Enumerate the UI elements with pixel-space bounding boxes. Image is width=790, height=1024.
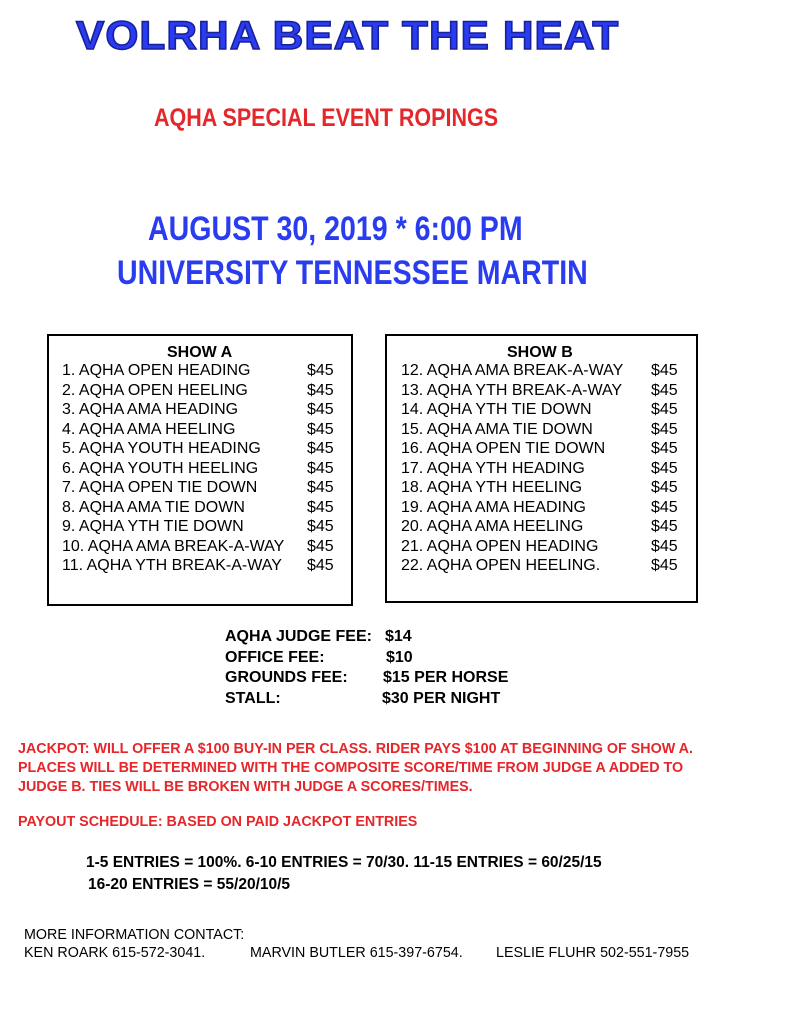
class-label: 3. AQHA AMA HEADING (62, 401, 239, 418)
class-fee: $45 (651, 479, 678, 496)
class-fee: $45 (651, 420, 678, 438)
class-fee: $45 (651, 362, 678, 379)
contact-person: KEN ROARK 615-572-3041. (24, 945, 206, 961)
show-b-title: SHOW B (507, 344, 573, 361)
contact-row (24, 944, 690, 962)
class-label: 16. AQHA OPEN TIE DOWN (401, 440, 606, 457)
fee-label: OFFICE FEE: (225, 648, 325, 666)
fee-label: GROUNDS FEE: (225, 669, 348, 686)
class-label: 19. AQHA AMA HEADING (401, 498, 586, 516)
fee-label: AQHA JUDGE FEE: (225, 628, 372, 645)
class-fee: $45 (307, 498, 334, 516)
class-label: 11. AQHA YTH BREAK-A-WAY (62, 557, 282, 574)
class-label: 4. AQHA AMA HEELING (62, 420, 236, 438)
event-date: AUGUST 30, 2019 * 6:00 PM (148, 210, 523, 248)
class-label: 21. AQHA OPEN HEADING (401, 537, 599, 555)
show-a-box (47, 334, 353, 606)
class-fee: $45 (307, 440, 334, 457)
class-fee: $45 (307, 420, 334, 438)
class-fee: $45 (307, 401, 334, 418)
contact-person: MARVIN BUTLER 615-397-6754. (250, 945, 463, 961)
show-b-box (385, 334, 698, 603)
jackpot-line: PLACES WILL BE DETERMINED WITH THE COMPOSITE SCORE/TIME FROM JUDGE A ADDED TO (18, 760, 684, 776)
contact-person: LESLIE FLUHR 502-551-7955 (496, 945, 690, 961)
jackpot-text (18, 740, 788, 797)
class-fee: $45 (307, 362, 334, 379)
event-venue: UNIVERSITY TENNESSEE MARTIN (117, 254, 588, 292)
payout-line: 16-20 ENTRIES = 55/20/10/5 (88, 876, 291, 893)
contact-heading: MORE INFORMATION CONTACT: (24, 927, 245, 943)
class-label: 8. AQHA AMA TIE DOWN (62, 498, 245, 516)
show-a-title: SHOW A (167, 344, 233, 361)
class-label: 15. AQHA AMA TIE DOWN (401, 420, 593, 438)
class-label: 2. AQHA OPEN HEELING (62, 381, 248, 399)
jackpot-line: JACKPOT: WILL OFFER A $100 BUY-IN PER CLASS. RIDER PAYS $100 AT BEGINNING OF SHOW A. (18, 741, 693, 757)
fee-label: STALL: (225, 689, 281, 707)
class-label: 7. AQHA OPEN TIE DOWN (62, 479, 258, 496)
class-label: 18. AQHA YTH HEELING (401, 479, 583, 496)
class-fee: $45 (651, 537, 678, 555)
class-fee: $45 (307, 537, 334, 555)
class-label: 22. AQHA OPEN HEELING. (401, 557, 601, 574)
class-label: 6. AQHA YOUTH HEELING (62, 459, 259, 477)
class-fee: $45 (651, 401, 678, 418)
class-fee: $45 (651, 557, 678, 574)
payout-heading: PAYOUT SCHEDULE: BASED ON PAID JACKPOT ENTRIES (18, 814, 418, 830)
class-label: 1. AQHA OPEN HEADING (62, 362, 251, 379)
fee-value: $10 (386, 648, 413, 666)
class-label: 5. AQHA YOUTH HEADING (62, 440, 261, 457)
class-fee: $45 (651, 498, 678, 516)
class-fee: $45 (307, 557, 334, 574)
class-fee: $45 (307, 479, 334, 496)
class-fee: $45 (307, 459, 334, 477)
class-label: 12. AQHA AMA BREAK-A-WAY (401, 362, 624, 379)
fee-value: $14 (385, 628, 412, 645)
payout-entries (86, 852, 602, 896)
fee-value: $15 PER HORSE (383, 669, 509, 686)
event-title: VOLRHA BEAT THE HEAT (76, 14, 620, 58)
class-fee: $45 (651, 518, 678, 535)
class-label: 14. AQHA YTH TIE DOWN (401, 401, 592, 418)
class-fee: $45 (307, 518, 334, 535)
class-fee: $45 (307, 381, 334, 399)
jackpot-line: JUDGE B. TIES WILL BE BROKEN WITH JUDGE A SCORES/TIMES. (18, 779, 473, 795)
class-label: 9. AQHA YTH TIE DOWN (62, 518, 244, 535)
class-label: 10. AQHA AMA BREAK-A-WAY (62, 537, 285, 555)
contact-section (24, 926, 690, 962)
fee-value: $30 PER NIGHT (382, 689, 501, 707)
class-fee: $45 (651, 459, 678, 477)
class-fee: $45 (651, 440, 678, 457)
payout-line: 1-5 ENTRIES = 100%. 6-10 ENTRIES = 70/30. 11-15 ENTRIES = 60/25/15 (86, 854, 602, 871)
class-label: 13. AQHA YTH BREAK-A-WAY (401, 381, 623, 399)
class-label: 20. AQHA AMA HEELING (401, 518, 584, 535)
class-label: 17. AQHA YTH HEADING (401, 459, 585, 477)
class-fee: $45 (651, 381, 678, 399)
event-subtitle: AQHA SPECIAL EVENT ROPINGS (154, 104, 499, 132)
